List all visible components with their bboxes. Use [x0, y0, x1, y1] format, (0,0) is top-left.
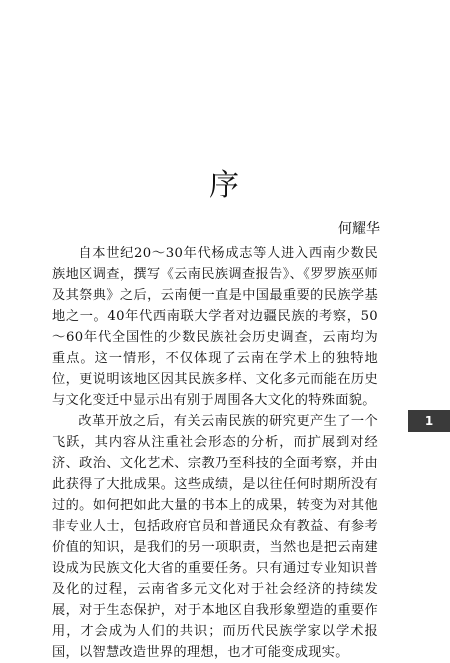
page-number-tab: 1 — [408, 410, 450, 432]
author-name: 何耀华 — [338, 221, 380, 237]
preface-title: 序 — [209, 168, 241, 203]
preface-body — [52, 243, 378, 663]
paragraph-2: 改革开放之后，有关云南民族的研究更产生了一个飞跃，其内容从注重社会形态的分析，而扩展到对经济、政治、文化艺术、宗教乃至科技的全面考察，并由此获得了大批成果。这些成绩，是以往任何时期所没有过的。如何把如此大量的书本上的成果，转变为对其他非专业人士，包括政府官员和普通民众有教益、有参考价值的知识，是我们的另一项职责，当然也是把云南建设成为民族文化大省的重要任务。只有通过专业知识普及化的过程，云南省多元文化对于社会经济的持续发展，对于生态保护，对于本地区自我形象塑造的重要作用，才会成为人们的共识；而历代民族学家以学术报国，以智慧改造世界的理想，也才可能变成现实。 — [52, 414, 378, 660]
paragraph-1: 自本世纪20～30年代杨成志等人进入西南少数民族地区调查，撰写《云南民族调查报告》、《罗罗族巫师及其祭典》之后，云南便一直是中国最重要的民族学基地之一。40年代西南联大学者对边疆民族的考察，50～60年代全国性的少数民族社会历史调查，云南均为重点。这一情形，不仅体现了云南在学术上的独特地位，更说明该地区因其民族多样、文化多元而能在历史与文化变迁中显示出有别于周围各大文化的特殊面貌。 — [52, 246, 378, 408]
